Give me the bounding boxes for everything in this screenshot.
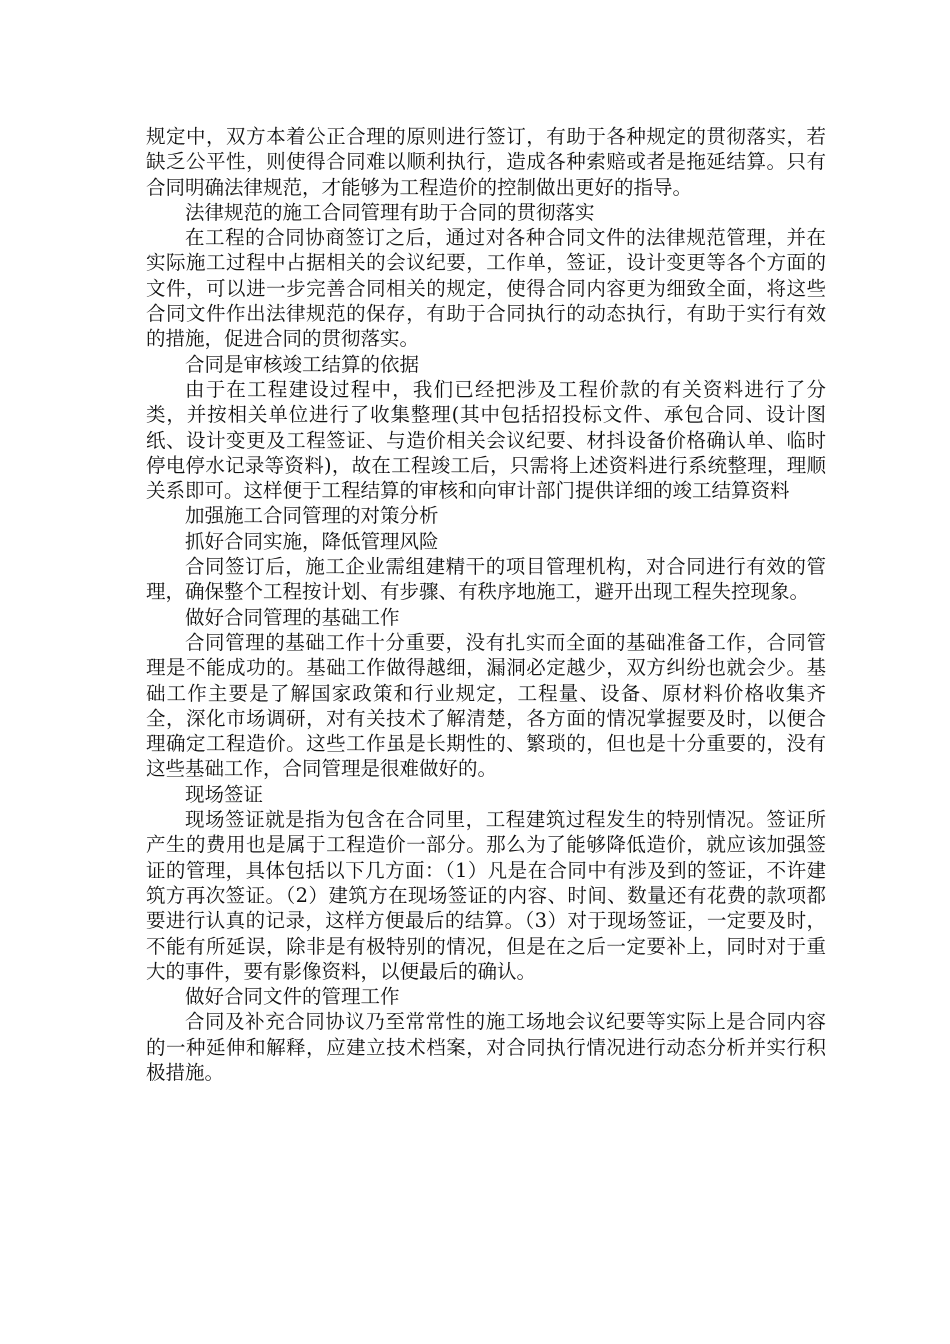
body-paragraph: 规定中，双方本着公正合理的原则进行签订，有助于各种规定的贯彻落实，若缺乏公平性，则使得合同难以顺利执行，造成各种索赔或者是拖延结算。只有合同明确法律规范，才能够为工程造价的控制做出更好的指导。 <box>146 125 826 199</box>
section-heading: 法律规范的施工合同管理有助于合同的贯彻落实 <box>185 200 595 224</box>
body-paragraph: 合同及补充合同协议乃至常常性的施工场地会议纪要等实际上是合同内容的一种延伸和解释，应建立技术档案，对合同执行情况进行动态分析并实行积极措施。 <box>146 1010 826 1084</box>
section-heading: 现场签证 <box>185 782 264 806</box>
section-heading: 做好合同管理的基础工作 <box>185 605 400 629</box>
body-paragraph: 现场签证就是指为包含在合同里，工程建筑过程发生的特别情况。签证所产生的费用也是属于工程造价一部分。那么为了能够降低造价，就应该加强签证的管理，具体包括以下几方面：（1）凡是在合同中有涉及到的签证，不许建筑方再次签证。（2）建筑方在现场签证的内容、时间、数量还有花费的款项都要进行认真的记录，这样方便最后的结算。（3）对于现场签证，一定要及时，不能有所延误，除非是有极特别的情况，但是在之后一定要补上，同时对于重大的事件，要有影像资料，以便最后的确认。 <box>146 808 826 983</box>
section-heading: 加强施工合同管理的对策分析 <box>185 504 439 528</box>
body-paragraph: 合同签订后，施工企业需组建精干的项目管理机构，对合同进行有效的管理，确保整个工程按计划、有步骤、有秩序地施工，避开出现工程失控现象。 <box>146 555 826 604</box>
section-heading: 做好合同文件的管理工作 <box>185 985 400 1009</box>
section-heading: 合同是审核竣工结算的依据 <box>185 352 420 376</box>
body-paragraph: 合同管理的基础工作十分重要，没有扎实而全面的基础准备工作，合同管理是不能成功的。基础工作做得越细，漏洞必定越少，双方纠纷也就会少。基础工作主要是了解国家政策和行业规定，工程量、设备、原材料价格收集齐全，深化市场调研，对有关技术了解清楚，各方面的情况掌握要及时，以便合理确定工程造价。这些工作虽是长期性的、繁琐的，但也是十分重要的，没有这些基础工作，合同管理是很难做好的。 <box>146 630 826 781</box>
document-page <box>146 124 826 1085</box>
body-paragraph: 由于在工程建设过程中，我们已经把涉及工程价款的有关资料进行了分类，并按相关单位进行了收集整理(其中包括招投标文件、承包合同、设计图纸、设计变更及工程签证、与造价相关会议纪要、材抖设备价格确认单、临时停电停水记录等资料)，故在工程竣工后，只需将上述资料进行系统整理，理顺关系即可。这样便于工程结算的审核和向审计部门提供详细的竣工结算资料 <box>146 377 826 503</box>
section-heading: 抓好合同实施，降低管理风险 <box>185 529 439 553</box>
body-paragraph: 在工程的合同协商签订之后，通过对各种合同文件的法律规范管理，并在实际施工过程中占据相关的会议纪要，工作单，签证，设计变更等各个方面的文件，可以进一步完善合同相关的规定，使得合同内容更为细致全面，将这些合同文件作出法律规范的保存，有助于合同执行的动态执行，有助于实行有效的措施，促进合同的贯彻落实。 <box>146 226 826 351</box>
